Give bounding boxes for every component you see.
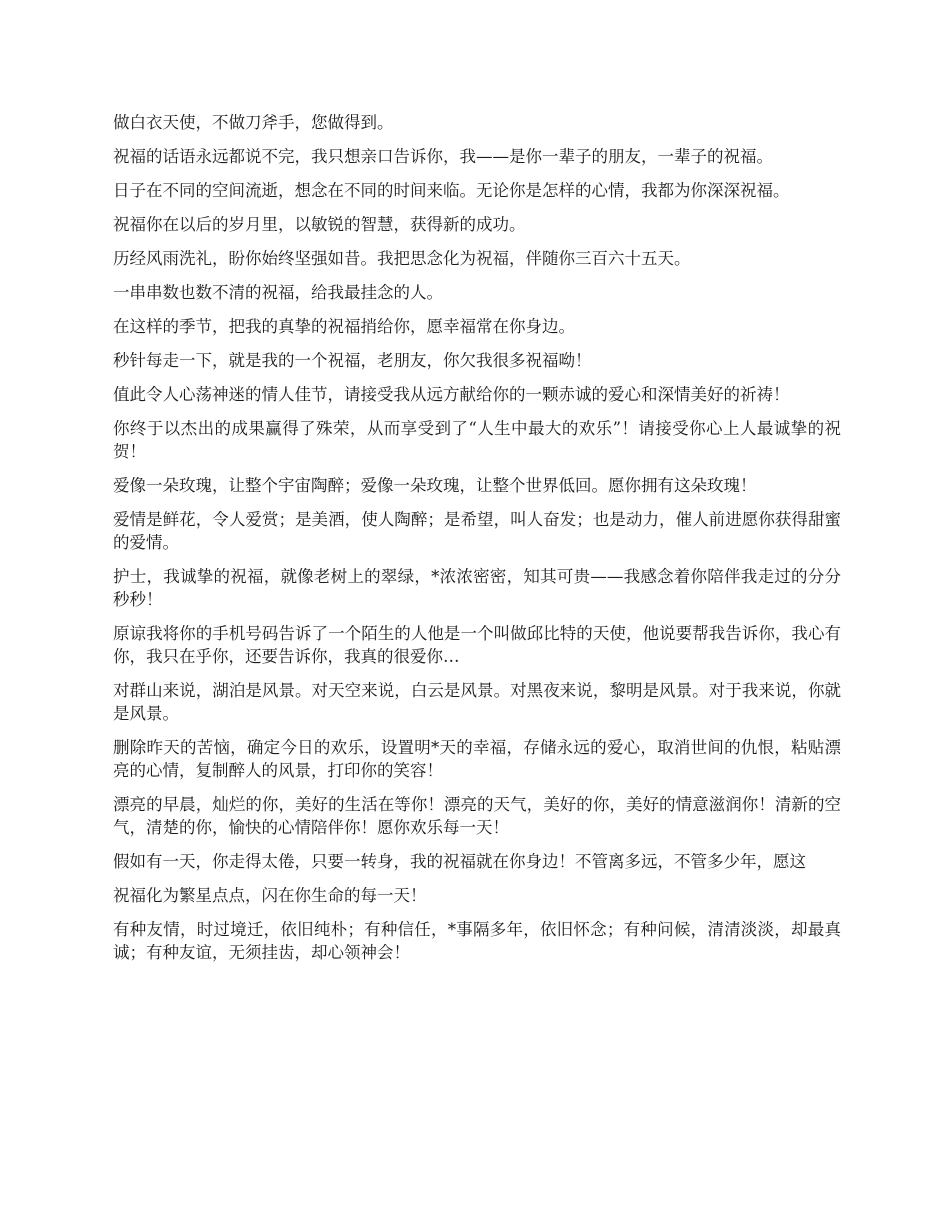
paragraph: 一串串数也数不清的祝福，给我最挂念的人。 [113, 283, 443, 302]
paragraph: 秒针每走一下，就是我的一个祝福，老朋友，你欠我很多祝福呦！ [113, 351, 592, 370]
paragraph: 祝福的话语永远都说不完，我只想亲口告诉你，我——是你一辈子的朋友，一辈子的祝福。 [113, 147, 773, 166]
paragraph: 祝福你在以后的岁月里，以敏锐的智慧，获得新的成功。 [113, 215, 526, 234]
paragraph: 值此令人心荡神迷的情人佳节，请接受我从远方献给你的一颗赤诚的爱心和深情美好的祈祷！ [113, 385, 790, 404]
paragraph: 日子在不同的空间流逝，想念在不同的时间来临。无论你是怎样的心情，我都为你深深祝福。 [113, 181, 790, 200]
paragraph: 原谅我将你的手机号码告诉了一个陌生的人他是一个叫做邱比特的天使，他说要帮我告诉你，我心有你，我只在乎你，还要告诉你，我真的很爱你… [113, 624, 841, 666]
paragraph: 假如有一天，你走得太倦，只要一转身，我的祝福就在你身边！不管离多远，不管多少年，愿这 [113, 852, 806, 871]
paragraph: 做白衣天使，不做刀斧手，您做得到。 [113, 113, 394, 132]
paragraph: 在这样的季节，把我的真挚的祝福捎给你，愿幸福常在你身边。 [113, 317, 575, 336]
paragraph: 对群山来说，湖泊是风景。对天空来说，白云是风景。对黑夜来说，黎明是风景。对于我来说，你就是风景。 [113, 681, 841, 723]
document-page [113, 111, 841, 975]
paragraph: 删除昨天的苦恼，确定今日的欢乐，设置明*天的幸福，存储永远的爱心，取消世间的仇恨，粘贴漂亮的心情，复制醉人的风景，打印你的笑容！ [113, 738, 841, 780]
paragraph: 有种友情，时过境迁，依旧纯朴；有种信任，*事隔多年，依旧怀念；有种问候，清清淡淡，却最真诚；有种友谊，无须挂齿，却心领神会！ [113, 920, 841, 962]
paragraph: 祝福化为繁星点点，闪在你生命的每一天！ [113, 886, 427, 905]
paragraph: 历经风雨洗礼，盼你始终坚强如昔。我把思念化为祝福，伴随你三百六十五天。 [113, 249, 691, 268]
paragraph: 爱像一朵玫瑰，让整个宇宙陶醉；爱像一朵玫瑰，让整个世界低回。愿你拥有这朵玫瑰！ [113, 476, 757, 495]
paragraph: 漂亮的早晨，灿烂的你，美好的生活在等你！漂亮的天气，美好的你，美好的情意滋润你！清新的空气，清楚的你，愉快的心情陪伴你！愿你欢乐每一天！ [113, 795, 841, 837]
paragraph: 护士，我诚挚的祝福，就像老树上的翠绿，*浓浓密密，知其可贵——我感念着你陪伴我走过的分分秒秒！ [113, 567, 841, 609]
paragraph: 爱情是鲜花，令人爱赏；是美酒，使人陶醉；是希望，叫人奋发；也是动力，催人前进愿你获得甜蜜的爱情。 [113, 510, 841, 552]
paragraph: 你终于以杰出的成果赢得了殊荣，从而享受到了“人生中最大的欢乐”！请接受你心上人最诚挚的祝贺！ [113, 419, 841, 461]
